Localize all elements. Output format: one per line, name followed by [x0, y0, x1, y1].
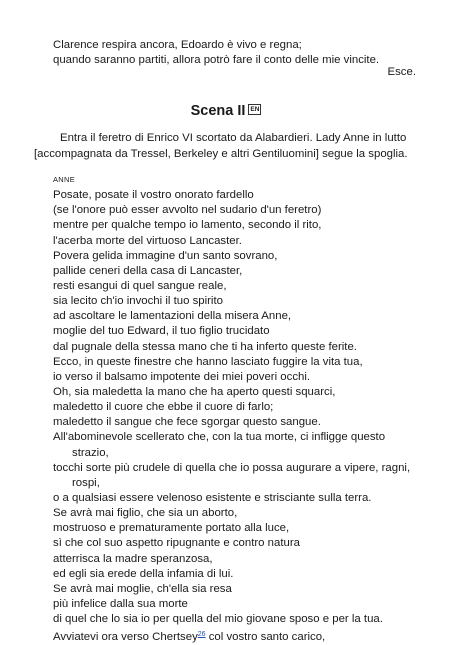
verse-line — [53, 506, 237, 521]
verse-line — [53, 324, 270, 339]
verse-text: strazio, — [72, 446, 109, 459]
verse-text: col vostro santo carico, — [205, 631, 326, 644]
verse-text: pallide ceneri della casa di Lancaster, — [53, 264, 243, 277]
verse-line — [53, 597, 188, 612]
verse-text: mostruoso e prematuramente portato alla luce, — [53, 522, 290, 535]
verse-text: Ecco, in queste finestre che hanno lasciato fuggire la vita tua, — [53, 355, 363, 368]
verse-text: sì che col suo aspetto ripugnante e contro natura — [53, 537, 300, 550]
verse-line — [53, 567, 233, 582]
verse-line — [72, 446, 109, 461]
verse-text: sia lecito ch'io invochi il tuo spirito — [53, 295, 223, 307]
verse-text: maledetto il cuore che ebbe il cuore di farlo; — [53, 401, 274, 414]
verse-line — [53, 370, 310, 385]
verse-line — [53, 612, 383, 627]
verse-text: ad ascoltare le lamentazioni della misera Anne, — [53, 310, 292, 323]
verse-line — [53, 385, 335, 400]
verse-text: Se avrà mai moglie, ch'ella sia resa — [53, 582, 232, 595]
verse-line: Clarence respira ancora, Edoardo è vivo e regna; — [53, 39, 302, 51]
stage-direction-line: [accompagnata da Tressel, Berkeley e altri Gentiluomini] segue la spoglia. — [34, 148, 408, 160]
verse-line — [53, 400, 273, 415]
verse-line — [53, 582, 232, 597]
verse-line — [53, 430, 385, 445]
verse-text: All'abominevole scellerato che, con la tua morte, ci infligge questo — [53, 431, 386, 444]
verse-text: io verso il balsamo impotente dei miei poveri occhi. — [53, 370, 311, 383]
verse-text: l'acerba morte del virtuoso Lancaster. — [53, 234, 242, 247]
speaker-name: ANNE — [53, 175, 76, 184]
verse-text: mentre per qualche tempo io lamento, secondo il rito, — [53, 219, 322, 232]
english-version-link[interactable]: EN — [250, 106, 260, 113]
verse-line — [53, 218, 321, 233]
verse-line: quando saranno partiti, allora potrò fare il conto delle mie vincite. — [53, 54, 380, 66]
verse-text: tocchi sorte più crudele di quella che io possa augurare a vipere, ragni, — [53, 461, 411, 474]
verse-line — [53, 627, 325, 645]
verse-text: dal pugnale della stessa mano che ti ha inferto queste ferite. — [53, 340, 357, 353]
verse-line — [53, 279, 227, 294]
verse-line — [53, 188, 254, 203]
verse-line — [53, 355, 363, 370]
verse-line — [53, 203, 321, 218]
verse-text: maledetto il sangue che fece sgorgar questo sangue. — [53, 416, 321, 429]
scene-heading — [0, 102, 452, 120]
verse-text: moglie del tuo Edward, il tuo figlio trucidato — [53, 325, 270, 338]
verse-text: resti esangui di quel sangue reale, — [53, 279, 227, 292]
verse-text: Avviatevi ora verso Chertsey — [53, 631, 198, 644]
verse-text: Posate, posate il vostro onorato fardello — [53, 189, 254, 201]
verse-text: di quel che lo sia io per quella del mio giovane sposo e per la tua. — [53, 613, 383, 626]
verse-text: (se l'onore può esser avvolto nel sudario d'un feretro) — [53, 204, 322, 217]
scene-title: Scena II — [190, 103, 246, 119]
verse-line — [72, 476, 100, 491]
verse-line — [53, 264, 242, 279]
verse-line — [53, 309, 291, 324]
verse-text: Oh, sia maledetta la mano che ha aperto questi squarci, — [53, 385, 336, 398]
verse-line — [53, 536, 300, 551]
stage-direction-line: Entra il feretro di Enrico VI scortato da Alabardieri. Lady Anne in lutto — [60, 132, 407, 144]
verse-line — [53, 461, 410, 476]
verse-text: Se avrà mai figlio, che sia un aborto, — [53, 507, 238, 520]
verse-line — [53, 340, 357, 355]
verse-line — [53, 491, 371, 506]
verse-line — [53, 249, 277, 264]
verse-text: o a qualsiasi essere velenoso esistente e strisciante sulla terra. — [53, 492, 372, 504]
verse-text: ed egli sia erede della infamia di lui. — [53, 567, 234, 580]
footnote-link[interactable]: 26 — [197, 631, 206, 639]
verse-line — [53, 521, 289, 536]
verse-text: più infelice dalla sua morte — [53, 598, 188, 610]
verse-text: Povera gelida immagine d'un santo sovrano, — [53, 249, 278, 262]
verse-text: atterrisca la madre speranzosa, — [53, 552, 213, 565]
verse-line — [53, 552, 213, 567]
exit-direction: Esce. — [387, 66, 416, 78]
verse-line — [53, 294, 223, 309]
verse-text: rospi, — [72, 476, 100, 489]
verse-line — [53, 415, 321, 430]
verse-line — [53, 234, 242, 249]
